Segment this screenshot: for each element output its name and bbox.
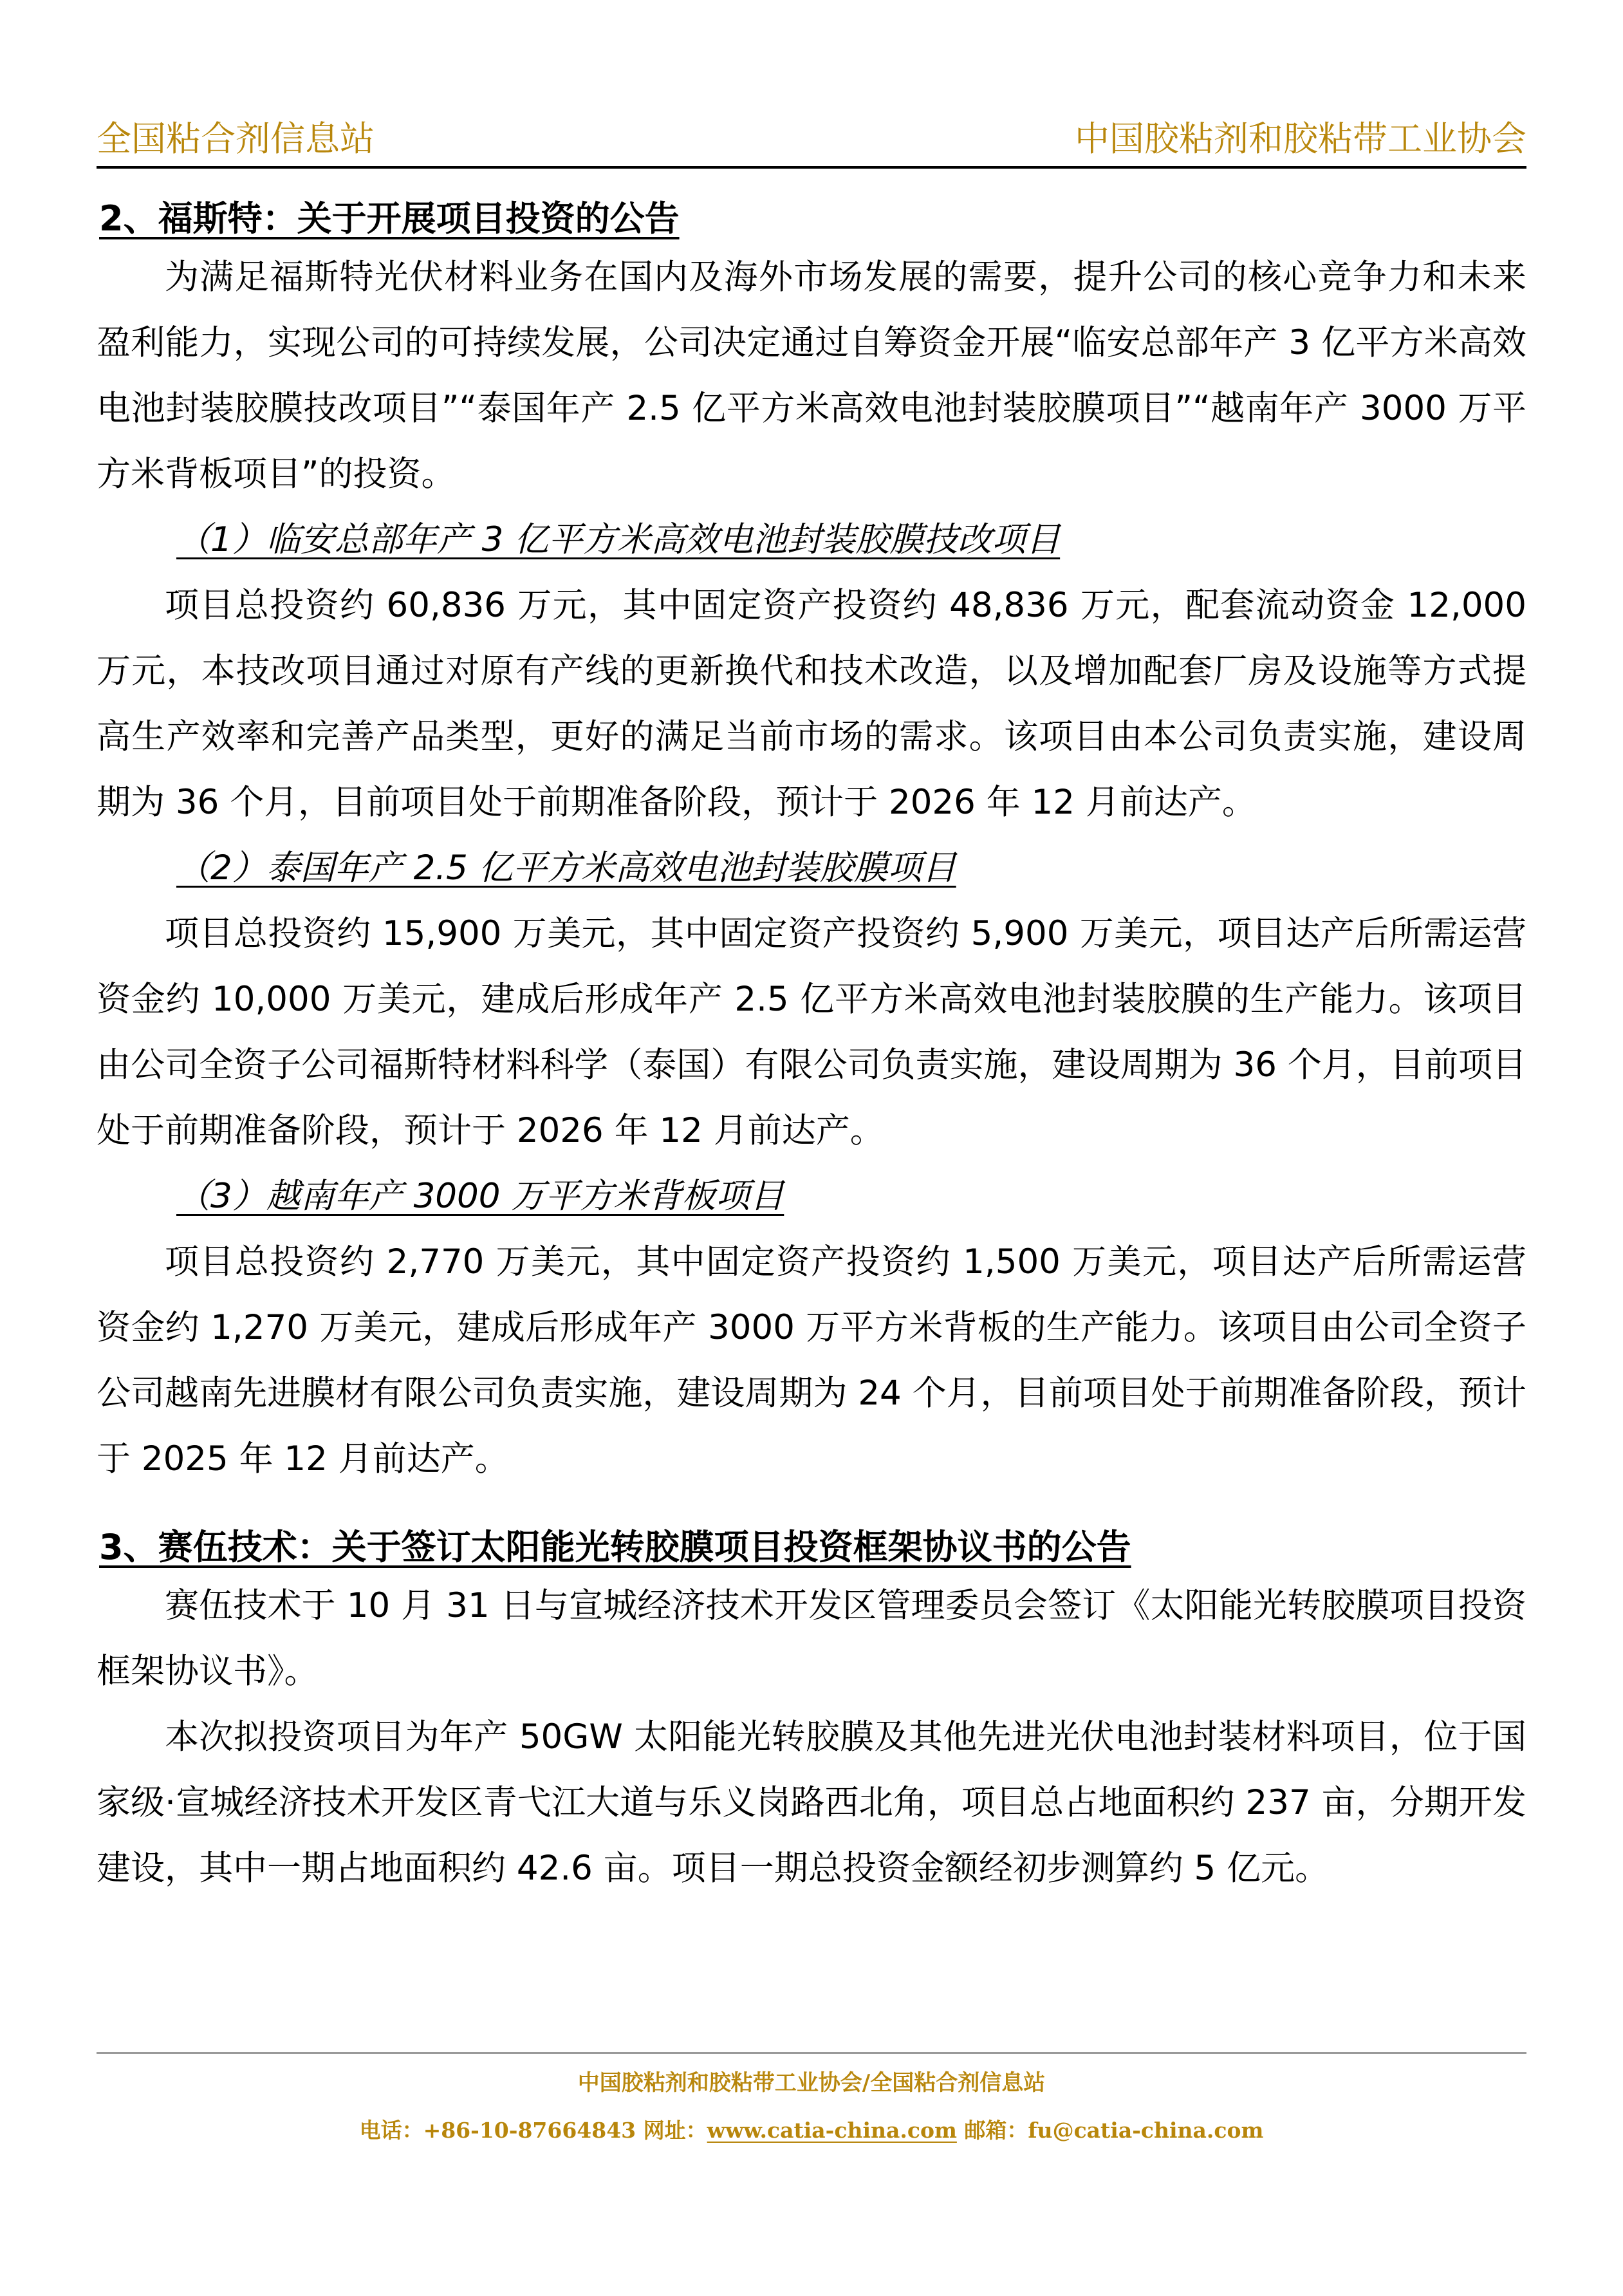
item-3-title: （3）越南年产 3000 万平方米背板项目	[176, 1177, 784, 1216]
item-2-body: 项目总投资约 15,900 万美元，其中固定资产投资约 5,900 万美元，项目达产后所需运营资金约 10,000 万美元，建成后形成年产 2.5 亿平方米高效电池封装胶膜的生产能力。该项目由公司全资子公司福斯特材料科学（泰国）有限公司负责实施，建设周期为 36 个月，目前项目处于前期准备阶段，预计于 2026 年 12 月前达产。	[97, 914, 1526, 1150]
footer-phone: +86-10-87664843	[423, 2118, 636, 2143]
footer-website-label: 网址：	[636, 2118, 707, 2143]
header-association-name: 中国胶粘剂和胶粘带工业协会	[1075, 118, 1526, 159]
section-spacer	[97, 1492, 1526, 1522]
footer-email[interactable]: fu@catia-china.com	[1028, 2118, 1264, 2143]
item-1-body: 项目总投资约 60,836 万元，其中固定资产投资约 48,836 万元，配套流动资金 12,000 万元，本技改项目通过对原有产线的更新换代和技术改造，以及增加配套厂房及设施等方式提高生产效率和完善产品类型，更好的满足当前市场的需求。该项目由本公司负责实施，建设周期为 36 个月，目前项目处于前期准备阶段，预计于 2026 年 12 月前达产。	[97, 586, 1526, 822]
footer-website-link[interactable]: www.catia-china.com	[707, 2118, 957, 2143]
header-site-name: 全国粘合剂信息站	[97, 118, 375, 159]
footer-email-label: 邮箱：	[956, 2118, 1028, 2143]
page-footer	[97, 2052, 1526, 2147]
item-3-body: 项目总投资约 2,770 万美元，其中固定资产投资约 1,500 万美元，项目达产后所需运营资金约 1,270 万美元，建成后形成年产 3000 万平方米背板的生产能力。该项目由公司全资子公司越南先进膜材有限公司负责实施，建设周期为 24 个月，目前项目处于前期准备阶段，预计于 2025 年 12 月前达产。	[97, 1242, 1526, 1479]
page-header	[97, 115, 1526, 169]
section-2-heading: 2、福斯特：关于开展项目投资的公告	[99, 198, 680, 239]
footer-contact	[97, 2114, 1526, 2147]
item-2-title: （2）泰国年产 2.5 亿平方米高效电池封装胶膜项目	[176, 848, 956, 888]
section-3-heading: 3、赛伍技术：关于签订太阳能光转胶膜项目投资框架协议书的公告	[99, 1527, 1131, 1567]
section-3-paragraph-1: 赛伍技术于 10 月 31 日与宣城经济技术开发区管理委员会签订《太阳能光转胶膜项目投资框架协议书》。	[97, 1586, 1526, 1691]
footer-phone-label: 电话：	[359, 2118, 423, 2143]
footer-organization: 中国胶粘剂和胶粘带工业协会/全国粘合剂信息站	[577, 2070, 1046, 2096]
section-2-intro: 为满足福斯特光伏材料业务在国内及海外市场发展的需要，提升公司的核心竞争力和未来盈利能力，实现公司的可持续发展，公司决定通过自筹资金开展“临安总部年产 3 亿平方米高效电池封装胶膜技改项目”“泰国年产 2.5 亿平方米高效电池封装胶膜项目”“越南年产 3000 万平方米背板项目”的投资。	[97, 257, 1526, 494]
item-1-title: （1）临安总部年产 3 亿平方米高效电池封装胶膜技改项目	[176, 520, 1061, 559]
page-content	[97, 193, 1526, 1901]
section-3-paragraph-2: 本次拟投资项目为年产 50GW 太阳能光转胶膜及其他先进光伏电池封装材料项目，位于国家级·宣城经济技术开发区青弋江大道与乐义岗路西北角，项目总占地面积约 237 亩，分期开发建设，其中一期占地面积约 42.6 亩。项目一期总投资金额经初步测算约 5 亿元。	[97, 1717, 1526, 1888]
